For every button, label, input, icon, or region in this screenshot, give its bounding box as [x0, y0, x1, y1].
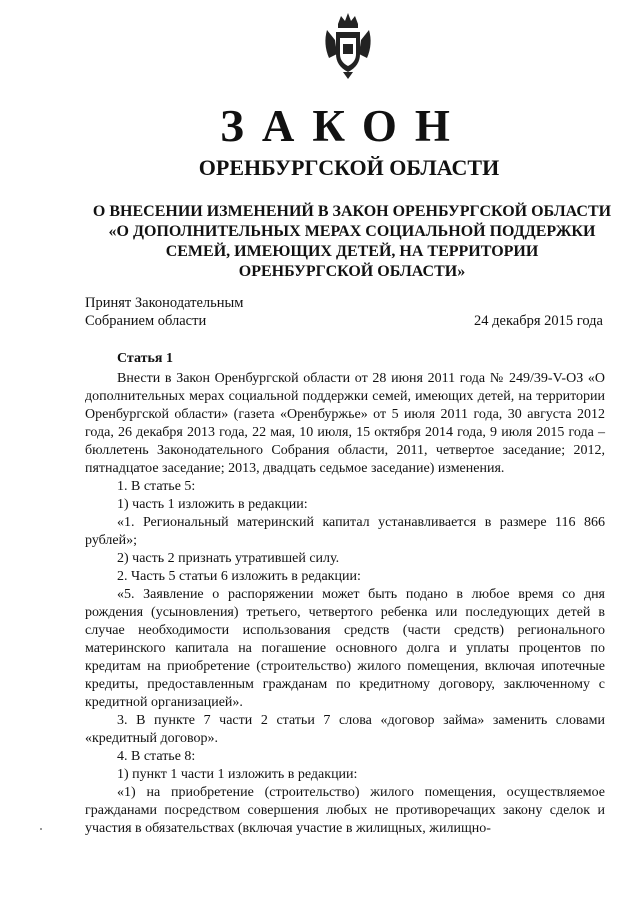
- article-title: Статья 1: [117, 351, 173, 366]
- adoption-date: 24 декабря 2015 года: [474, 313, 603, 329]
- paragraph: «5. Заявление о распоряжении может быть подано в любое время со дня рождения (усыновления) третьего, четвертого ребенка или последующих детей в случае необходимости использования средств (части средств) регионального материнского капитала на погашение основного долга и уплаты процентов по кредитам на приобретение (строительство) жилого помещения, включая ипотечные кредиты, предоставленным гражданам по кредитному договору, заключенному с кредитной организацией».: [85, 587, 605, 710]
- paragraph: 2. Часть 5 статьи 6 изложить в редакции:: [117, 569, 361, 584]
- paragraph: 1) часть 1 изложить в редакции:: [117, 497, 308, 512]
- scan-speck: [40, 828, 42, 830]
- law-body: [85, 350, 605, 838]
- paragraph: 1) пункт 1 части 1 изложить в редакции:: [117, 767, 358, 782]
- heading-line: СЕМЕЙ, ИМЕЮЩИХ ДЕТЕЙ, НА ТЕРРИТОРИИ: [165, 243, 539, 260]
- law-heading: [92, 202, 612, 282]
- heading-line: О ВНЕСЕНИИ ИЗМЕНЕНИЙ В ЗАКОН ОРЕНБУРГСКОЙ ОБЛАСТИ: [92, 203, 612, 220]
- paragraph: 1. В статье 5:: [117, 479, 196, 494]
- paragraph: 3. В пункте 7 части 2 статьи 7 слова «договор займа» заменить словами «кредитный договор».: [85, 713, 605, 746]
- law-title: ЗАКОН: [220, 101, 468, 151]
- coat-of-arms-emblem: [321, 10, 375, 80]
- paragraph: «1) на приобретение (строительство) жилого помещения, осуществляемое гражданами посредством совершения любых не противоречащих закону сделок и участия в обязательствах (включая участие в жилищных, жилищно-: [85, 785, 605, 836]
- adoption-line: Собранием области: [85, 313, 207, 329]
- paragraph: «1. Региональный материнский капитал устанавливается в размере 116 866 рублей»;: [85, 515, 605, 548]
- adoption-note: [85, 294, 243, 330]
- paragraph: Внести в Закон Оренбургской области от 28 июня 2011 года № 249/39-V-ОЗ «О дополнительных мерах социальной поддержки семей, имеющих детей, на территории Оренбургской области» (газета «Оренбуржье» от 5 июля 2011 года, 30 августа 2012 года, 26 декабря 2013 года, 22 мая, 10 июля, 15 октября 2014 года, 9 июля 2015 года – бюллетень Законодательного Собрания области, 2011, четвертое заседание; 2012, пятнадцатое заседание; 2013, двадцать седьмое заседание) изменения.: [85, 371, 605, 476]
- heading-line: «О ДОПОЛНИТЕЛЬНЫХ МЕРАХ СОЦИАЛЬНОЙ ПОДДЕРЖКИ: [108, 223, 596, 240]
- heading-line: ОРЕНБУРГСКОЙ ОБЛАСТИ»: [238, 263, 466, 280]
- paragraph: 2) часть 2 признать утратившей силу.: [117, 551, 340, 566]
- adoption-line: Принят Законодательным: [85, 295, 244, 311]
- paragraph: 4. В статье 8:: [117, 749, 196, 764]
- region-title: ОРЕНБУРГСКОЙ ОБЛАСТИ: [198, 155, 500, 180]
